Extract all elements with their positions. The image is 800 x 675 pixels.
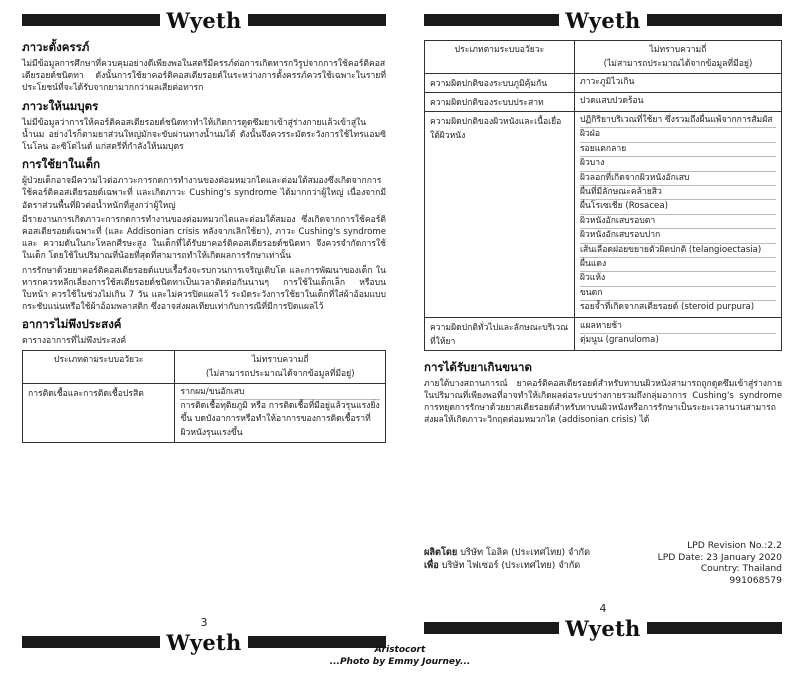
table-header-row: [23, 350, 386, 383]
overdose-text: ภายใต้บางสถานการณ์ ยาคอร์ติคอสเตียรอยด์สำหรับทาบนผิวหนังสามารถถูกดูดซึมเข้าสู่ร่างกายในปริมาณที่เพียงพอที่อาจทำให้เกิดผลต่อระบบร่างกายรวมถึงกลุ่มอาการ Cushing's syndrome การหยุดการรักษาด้วยยาสเตียรอยด์สำหรับทาบนผิวหนังหรือการรักษาเป็นระยะเวลานานสามารถส่งผลให้เกิดภาวะวิกฤตต่อมหมวกไต (addisonian crisis) ได้: [424, 378, 782, 426]
list-item: ผื่นแดง: [580, 258, 776, 272]
photo-caption-credit: ...Photo by Emmy Journey...: [329, 657, 471, 667]
effects-cell: [574, 317, 781, 350]
banner-bar-right: [647, 14, 782, 26]
system-cell: ความผิดปกติทั่วไปและลักษณะบริเวณที่ให้ยา: [425, 317, 575, 350]
frequency-note: (ไม่สามารถประมาณได้จากข้อมูลที่มีอยู่): [205, 368, 355, 379]
children-paragraph: การรักษาด้วยยาคอร์ติคอสเตียรอยด์แบบเรื้อรังจะรบกวนการเจริญเติบโต และการพัฒนาของเด็ก ในทารกควรหลีกเลี่ยงการใช้สเตียรอยด์ชนิดทาเป็นเวลาติดต่อกันนานๆ การใช้ในเด็กเล็ก หรือบนใบหน้า ควรใช้ในช่วงไม่เกิน 7 วัน และไม่ควรปิดแผลไว้ ระมัดระวังการใช้ยาในเด็กที่ใส่ผ้าอ้อมแบบกระชับแน่นหรือใช้ผ้าอ้อมพลาสติก ซึ่งอาจส่งผลเทียบเท่ากับการณีที่มีการปิดแผลไว้: [22, 265, 386, 313]
manufacturer-info: [424, 546, 590, 572]
made-by-label: ผลิตโดย: [424, 547, 458, 558]
table-row: [425, 112, 782, 318]
table-row: [23, 383, 386, 443]
list-item: รอยแตกลาย: [580, 143, 776, 157]
frequency-label: ไม่ทราบความถี่: [251, 354, 309, 365]
brand-banner-top: [22, 4, 386, 36]
system-cell: ความผิดปกติของผิวหนังและเนื้อเยื่อใต้ผิวหนัง: [425, 112, 575, 318]
list-item: ผิวหนังอักเสบรอบตา: [580, 215, 776, 229]
made-by-company: บริษัท โอลิค (ประเทศไทย) จำกัด: [460, 547, 591, 558]
column-header-frequency: [175, 350, 386, 383]
wyeth-logo: Wyeth: [166, 629, 242, 655]
page-number: 3: [200, 616, 208, 629]
banner-bar-left: [22, 14, 160, 26]
banner-bar-left: [424, 622, 559, 634]
revision-country: Country: Thailand: [700, 563, 782, 574]
page-number: 4: [599, 602, 607, 615]
wyeth-logo: Wyeth: [565, 7, 641, 33]
revision-date: LPD Date: 23 January 2020: [657, 551, 782, 563]
banner-bar-right: [248, 14, 386, 26]
list-item: ปวดแสบปวดร้อน: [579, 96, 644, 106]
banner-bar-left: [424, 14, 559, 26]
overdose-heading: การได้รับยาเกินขนาด: [424, 359, 532, 374]
list-item: แผลหายช้า: [580, 320, 776, 334]
table-header-row: [425, 41, 782, 74]
list-item: ผิวหนังอักเสบรอบปาก: [580, 229, 776, 243]
for-company: บริษัท ไฟเซอร์ (ประเทศไทย) จำกัด: [441, 560, 581, 571]
children-paragraph: ผู้ป่วยเด็กอาจมีความไวต่อภาวะการกดการทำงานของต่อมหมวกไตและต่อมใต้สมองซึ่งเกิดจากการใช้คอร์ติคอสเตียรอยด์เฉพาะที่ และเกิดภาวะ Cushing's syndrome ได้มากกว่าผู้ใหญ่ เนื่องจากมีอัตราส่วนพื้นที่ผิวต่อน้ำหนักที่สูงกว่าผู้ใหญ่: [22, 176, 386, 211]
effects-cell: [574, 93, 781, 112]
list-item: ผิวแห้ง: [580, 272, 776, 286]
list-item: ผิวลอกที่เกิดจากผิวหนังอักเสบ: [580, 172, 776, 186]
list-item: ผื่นที่มีลักษณะคล้ายสิว: [580, 186, 776, 200]
brand-banner-bottom: [424, 616, 782, 640]
document-code: 991068579: [729, 574, 782, 586]
system-cell: การติดเชื้อและการติดเชื้อปรสิต: [23, 383, 175, 443]
for-label: เพื่อ: [424, 560, 439, 571]
brand-banner-top: [424, 4, 782, 36]
list-item: ผื่นโรเซเชีย (Rosacea): [580, 200, 776, 214]
adverse-table: [22, 350, 386, 444]
revision-number: LPD Revision No.:2.2: [687, 540, 782, 551]
list-item: ผิวบาง: [580, 157, 776, 171]
manufacturer-block: [424, 540, 782, 595]
photo-caption-title: Aristocort: [374, 645, 426, 655]
list-item: ภาวะภูมิไวเกิน: [579, 77, 635, 87]
adverse-table-continued: [424, 40, 782, 351]
banner-bar-right: [647, 622, 782, 634]
column-header-system: ประเภทตามระบบอวัยวะ: [23, 350, 175, 383]
adverse-intro: ตารางอาการที่ไม่พึงประสงค์: [22, 336, 127, 347]
wyeth-logo: Wyeth: [565, 615, 641, 641]
lactation-heading: ภาวะให้นมบุตร: [22, 98, 99, 113]
list-item: ปฏิกิริยาบริเวณที่ใช้ยา ซึ่งรวมถึงผื่นแพ้จากการสัมผัส: [580, 114, 776, 128]
effects-cell: [574, 74, 781, 93]
adverse-heading: อาการไม่พึงประสงค์: [22, 317, 122, 332]
system-cell: ความผิดปกติของระบบประสาท: [425, 93, 575, 112]
children-heading: การใช้ยาในเด็ก: [22, 157, 101, 172]
column-header-frequency: [574, 41, 781, 74]
effects-cell: [175, 383, 386, 443]
pregnancy-heading: ภาวะตั้งครรภ์: [22, 40, 90, 54]
table-row: [425, 74, 782, 93]
table-row: [425, 317, 782, 350]
column-header-system: ประเภทตามระบบอวัยวะ: [425, 41, 575, 74]
frequency-note: (ไม่สามารถประมาณได้จากข้อมูลที่มีอยู่): [603, 59, 753, 69]
list-item: รากผม/ขนอักเสบ: [180, 386, 380, 400]
lactation-text: ไม่มีข้อมูลว่าการให้คอร์ติคอสเตียรอยด์ชนิดทาทำให้เกิดการดูดซึมยาเข้าสู่ร่างกายแล้วเข้าสู่ในน้ำนม อย่างไรก็ตามยาส่วนใหญ่มักจะขับผ่านทางน้ำนมได้ ดังนั้นจึงควรระมัดระวังการใช้ไทรแอมซิโนโลน อะซิโตไนด์ แก่สตรีที่กำลังให้นมบุตร: [22, 117, 386, 153]
page-footer: [424, 602, 782, 640]
list-item: ขนดก: [580, 287, 776, 301]
list-item: ผิวฝ่อ: [580, 128, 776, 142]
list-item: การติดเชื้อทุติยภูมิ หรือ การติดเชื้อที่มีอยู่แล้วรุนแรงยิ่งขึ้น บดบังอาการหรือทำให้อาการของการติดเชื้อราที่ผิวหนังรุนแรงขึ้น: [180, 401, 380, 438]
list-item: เส้นเลือดฝอยขยายตัวผิดปกติ (telangioectasia): [580, 244, 776, 258]
system-cell: ความผิดปกติของระบบภูมิคุ้มกัน: [425, 74, 575, 93]
list-item: รอยจ้ำที่เกิดจากสเตียรอยด์ (steroid purpura): [579, 302, 755, 313]
effects-cell: [574, 112, 781, 318]
revision-info: [658, 540, 782, 586]
pregnancy-text: ไม่มีข้อมูลการศึกษาที่ควบคุมอย่างดีเพียงพอในสตรีมีครรภ์ต่อการเกิดทารกวิรูปจากการใช้คอร์ติคอสเตียรอยด์ชนิดทา ดังนั้นการใช้ยาคอร์ติคอสเตียรอยด์ในระหว่างการตั้งครรภ์ควรใช้เฉพาะในรายที่ประโยชน์ที่จะได้รับจากยามากกว่าผลเสียต่อทารก: [22, 59, 386, 94]
table-row: [425, 93, 782, 112]
children-paragraph: มีรายงานการเกิดภาวะการกดการทำงานของต่อมหมวกไตและต่อมใต้สมอง ซึ่งเกิดจากการใช้คอร์ติคอสเตียรอยด์เฉพาะที่ (และ Addisonian crisis หลังจากเลิกใช้ยา), ภาวะ Cushing's syndrome และ ความดันในกะโหลกศีรษะสูง ในเด็กที่ได้รับยาคอร์ติคอสเตียรอยด์ชนิดทา จึงควรจำกัดการใช้ในเด็ก โดยใช้ในปริมาณที่น้อยที่สุดที่สามารถทำให้เกิดผลการรักษาเท่านั้น: [22, 214, 386, 262]
page-4: [400, 0, 800, 650]
wyeth-logo: Wyeth: [166, 7, 242, 33]
frequency-label: ไม่ทราบความถี่: [649, 45, 707, 55]
list-item: ตุ่มนูน (granuloma): [579, 335, 659, 346]
